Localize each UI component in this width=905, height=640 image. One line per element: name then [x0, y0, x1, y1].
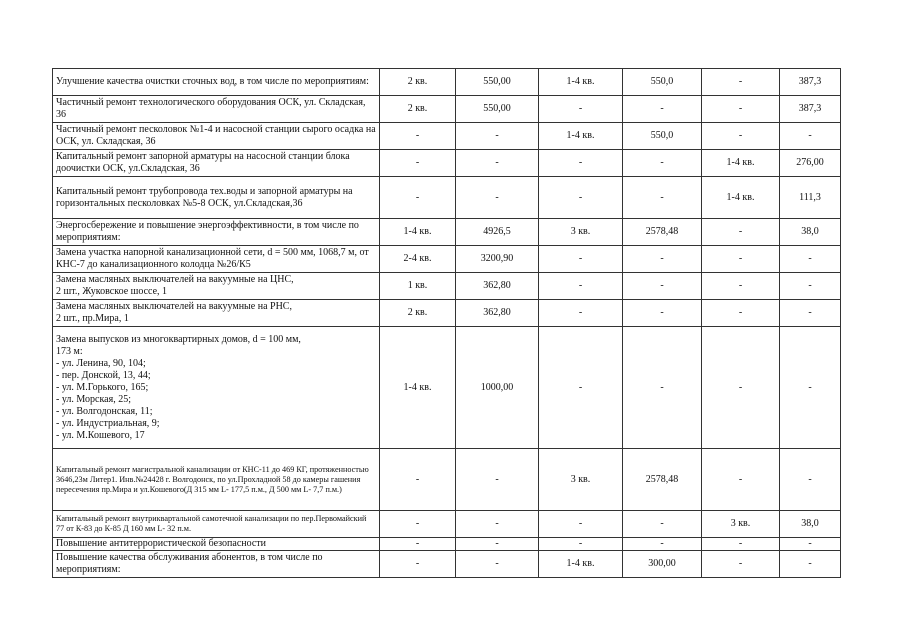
value-cell: 3 кв. [539, 449, 623, 511]
value-cell: 1-4 кв. [380, 327, 456, 449]
value-cell: - [539, 273, 623, 300]
table-row [53, 300, 841, 327]
value-cell: - [623, 96, 702, 123]
value-cell: - [380, 449, 456, 511]
value-cell: - [539, 327, 623, 449]
value-cell: 550,0 [623, 123, 702, 150]
measure-name-cell: Замена выпусков из многоквартирных домов, d = 100 мм, 173 м: - ул. Ленина, 90, 104; - пер. Донской, 13, 44; - ул. М.Горького, 165; - ул. Морская, 25; - ул. Волгодонская, 11; - ул. Индустриальная, 9; - ул. М.Кошевого, 17 [53, 327, 380, 449]
measure-name-cell: Капитальный ремонт магистральной канализации от КНС-11 до 469 КГ, протяженностью 3646,23м Литер1. Инв.№24428 г. Волгодонск, по ул.Прохладной 58 до камеры гашения пересечения пр.Мира и ул.Кошевого(Д 315 мм L- 177,5 п.м., Д 500 мм L- 7,7 п.м.) [53, 449, 380, 511]
measure-name-cell: Замена масляных выключателей на вакуумные на РНС, 2 шт., пр.Мира, 1 [53, 300, 380, 327]
value-cell: 550,00 [456, 96, 539, 123]
value-cell: - [780, 449, 841, 511]
value-cell: 1-4 кв. [539, 69, 623, 96]
value-cell: 2578,48 [623, 219, 702, 246]
value-cell: - [380, 123, 456, 150]
value-cell: 1 кв. [380, 273, 456, 300]
value-cell: - [623, 511, 702, 538]
value-cell: 2-4 кв. [380, 246, 456, 273]
value-cell: - [702, 538, 780, 551]
value-cell: 2578,48 [623, 449, 702, 511]
value-cell: 3200,90 [456, 246, 539, 273]
value-cell: 38,0 [780, 511, 841, 538]
measure-name-cell: Замена масляных выключателей на вакуумные на ЦНС, 2 шт., Жуковское шоссе, 1 [53, 273, 380, 300]
value-cell: - [623, 150, 702, 177]
table-row [53, 327, 841, 449]
value-cell: 4926,5 [456, 219, 539, 246]
measure-name-cell: Капитальный ремонт внутриквартальной самотечной канализации по пер.Первомайский 77 от К-83 до К-85 Д 160 мм L- 32 п.м. [53, 511, 380, 538]
value-cell: 1000,00 [456, 327, 539, 449]
value-cell: 3 кв. [539, 219, 623, 246]
value-cell: - [702, 273, 780, 300]
value-cell: - [702, 69, 780, 96]
value-cell: - [539, 300, 623, 327]
value-cell: - [539, 150, 623, 177]
value-cell: 1-4 кв. [539, 551, 623, 578]
value-cell: 111,3 [780, 177, 841, 219]
table-row [53, 511, 841, 538]
measure-name-cell: Капитальный ремонт запорной арматуры на насосной станции блока доочистки ОСК, ул.Складская, 36 [53, 150, 380, 177]
value-cell: 38,0 [780, 219, 841, 246]
value-cell: 1-4 кв. [702, 150, 780, 177]
value-cell: - [380, 177, 456, 219]
measure-name-cell: Замена участка напорной канализационной сети, d = 500 мм, 1068,7 м, от КНС-7 до канализационного колодца №26/К5 [53, 246, 380, 273]
value-cell: 300,00 [623, 551, 702, 578]
value-cell: - [780, 273, 841, 300]
table-row [53, 449, 841, 511]
value-cell: 2 кв. [380, 69, 456, 96]
value-cell: 276,00 [780, 150, 841, 177]
value-cell: - [539, 246, 623, 273]
value-cell: - [456, 177, 539, 219]
value-cell: - [380, 150, 456, 177]
value-cell: 550,00 [456, 69, 539, 96]
value-cell: - [456, 511, 539, 538]
value-cell: - [780, 123, 841, 150]
value-cell: - [623, 246, 702, 273]
value-cell: - [380, 551, 456, 578]
value-cell: - [623, 177, 702, 219]
value-cell: - [702, 551, 780, 578]
measure-name-cell: Повышение антитеррористической безопасности [53, 538, 380, 551]
measure-name-cell: Частичный ремонт песколовок №1-4 и насосной станции сырого осадка на ОСК, ул. Складская, 36 [53, 123, 380, 150]
table-row [53, 246, 841, 273]
value-cell: 387,3 [780, 69, 841, 96]
value-cell: 2 кв. [380, 96, 456, 123]
value-cell: - [702, 449, 780, 511]
value-cell: - [623, 273, 702, 300]
measure-name-cell: Улучшение качества очистки сточных вод, в том числе по мероприятиям: [53, 69, 380, 96]
table-row [53, 150, 841, 177]
measure-name-cell: Энергосбережение и повышение энергоэффективности, в том числе по мероприятиям: [53, 219, 380, 246]
value-cell: - [539, 177, 623, 219]
table-row [53, 551, 841, 578]
value-cell: 3 кв. [702, 511, 780, 538]
table-row [53, 96, 841, 123]
value-cell: - [456, 123, 539, 150]
value-cell: - [780, 246, 841, 273]
value-cell: 1-4 кв. [380, 219, 456, 246]
value-cell: - [780, 300, 841, 327]
value-cell: - [780, 551, 841, 578]
table-row [53, 69, 841, 96]
value-cell: - [780, 327, 841, 449]
value-cell: - [702, 219, 780, 246]
value-cell: - [702, 300, 780, 327]
table-row [53, 538, 841, 551]
value-cell: - [380, 511, 456, 538]
value-cell: - [539, 511, 623, 538]
value-cell: - [456, 551, 539, 578]
value-cell: 2 кв. [380, 300, 456, 327]
value-cell: - [539, 96, 623, 123]
value-cell: 362,80 [456, 300, 539, 327]
value-cell: - [702, 123, 780, 150]
value-cell: - [380, 538, 456, 551]
value-cell: - [702, 327, 780, 449]
measure-name-cell: Частичный ремонт технологического оборудования ОСК, ул. Складская, 36 [53, 96, 380, 123]
measure-name-cell: Повышение качества обслуживания абонентов, в том числе по мероприятиям: [53, 551, 380, 578]
value-cell: 362,80 [456, 273, 539, 300]
value-cell: 1-4 кв. [702, 177, 780, 219]
value-cell: - [623, 538, 702, 551]
value-cell: - [456, 150, 539, 177]
value-cell: - [702, 246, 780, 273]
value-cell: - [623, 300, 702, 327]
value-cell: 387,3 [780, 96, 841, 123]
table-row [53, 177, 841, 219]
table-row [53, 123, 841, 150]
table-row [53, 273, 841, 300]
value-cell: - [623, 327, 702, 449]
value-cell: - [456, 449, 539, 511]
value-cell: - [780, 538, 841, 551]
value-cell: - [456, 538, 539, 551]
value-cell: - [539, 538, 623, 551]
table-row [53, 219, 841, 246]
value-cell: 550,0 [623, 69, 702, 96]
measure-name-cell: Капитальный ремонт трубопровода тех.воды и запорной арматуры на горизонтальных песколовках №5-8 ОСК, ул.Складская,36 [53, 177, 380, 219]
measures-table [52, 68, 841, 578]
value-cell: 1-4 кв. [539, 123, 623, 150]
value-cell: - [702, 96, 780, 123]
